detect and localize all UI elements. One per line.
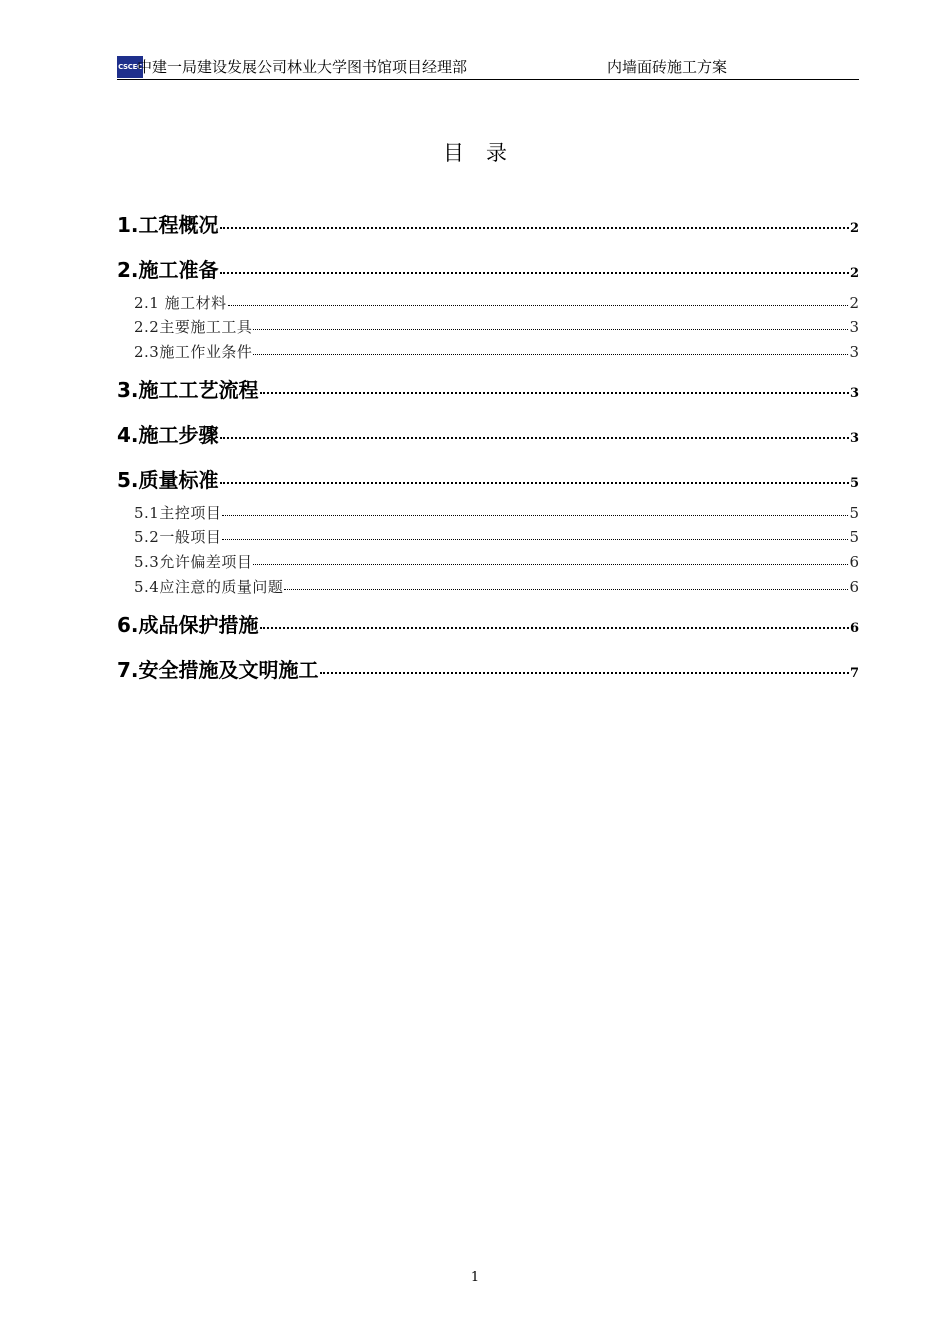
toc-entry[interactable] [117, 609, 859, 638]
dot-leader [284, 588, 848, 590]
logo-text: CSCEC [118, 62, 142, 71]
toc-entry-page: 3 [849, 386, 859, 401]
toc-entry-label: 2.1 施工材料 [134, 294, 227, 312]
toc-entry-label: 2.2主要施工工具 [134, 318, 253, 336]
toc-entry-page: 5 [849, 528, 859, 546]
toc-entry-label: 5.1主控项目 [134, 504, 222, 522]
dot-leader [320, 671, 849, 674]
toc-entry-label: 2.施工准备 [117, 258, 219, 282]
toc-subentry[interactable] [134, 292, 859, 313]
toc-entry-page: 2 [849, 294, 859, 312]
toc-entry-label: 1.工程概况 [117, 213, 219, 237]
toc-entry-page: 6 [849, 578, 859, 596]
toc-subentry[interactable] [134, 341, 859, 362]
toc-entry-label: 2.3施工作业条件 [134, 343, 253, 361]
dot-leader [253, 563, 848, 565]
dot-leader [253, 353, 848, 355]
toc-entry-label: 6.成品保护措施 [117, 613, 259, 637]
toc-entry[interactable] [117, 209, 859, 238]
toc-subentry[interactable] [134, 551, 859, 572]
toc-entry-page: 7 [849, 666, 859, 681]
toc-entry[interactable] [117, 419, 859, 448]
toc-subentry[interactable] [134, 502, 859, 523]
toc-entry-label: 5.3允许偏差项目 [134, 553, 253, 571]
toc-entry-label: 5.质量标准 [117, 468, 219, 492]
dot-leader [222, 514, 848, 516]
dot-leader [220, 226, 849, 229]
toc-entry[interactable] [117, 464, 859, 493]
toc-entry-page: 2 [849, 266, 859, 281]
header-document-title: 内墙面砖施工方案 [607, 58, 728, 76]
toc-entry-page: 3 [849, 318, 859, 336]
toc-entry-page: 6 [849, 621, 859, 636]
dot-leader [222, 538, 848, 540]
dot-leader [228, 304, 849, 306]
toc-subentry[interactable] [134, 316, 859, 337]
toc-entry-page: 5 [849, 476, 859, 491]
toc-entry-label: 5.2一般项目 [134, 528, 222, 546]
toc-title: 目录 [443, 141, 529, 165]
dot-leader [260, 626, 849, 629]
toc-entry-page: 3 [849, 431, 859, 446]
toc-subentry[interactable] [134, 576, 859, 597]
toc-entry-label: 4.施工步骤 [117, 423, 219, 447]
toc-entry[interactable] [117, 254, 859, 283]
toc-entry-label: 3.施工工艺流程 [117, 378, 259, 402]
toc-entry-label: 7.安全措施及文明施工 [117, 658, 319, 682]
dot-leader [220, 481, 849, 484]
page-number: 1 [470, 1270, 480, 1285]
dot-leader [220, 271, 849, 274]
toc-entry[interactable] [117, 374, 859, 403]
toc-entry-page: 6 [849, 553, 859, 571]
header-project-name: 中建一局建设发展公司林业大学图书馆项目经理部 [137, 58, 468, 76]
dot-leader [253, 328, 848, 330]
dot-leader [220, 436, 849, 439]
page-header [117, 55, 859, 80]
toc-entry-page: 2 [849, 221, 859, 236]
toc-subentry[interactable] [134, 526, 859, 547]
toc-entry-page: 3 [849, 343, 859, 361]
dot-leader [260, 391, 849, 394]
toc-entry-label: 5.4应注意的质量问题 [134, 578, 284, 596]
toc-entry-page: 5 [849, 504, 859, 522]
toc-entry[interactable] [117, 654, 859, 683]
